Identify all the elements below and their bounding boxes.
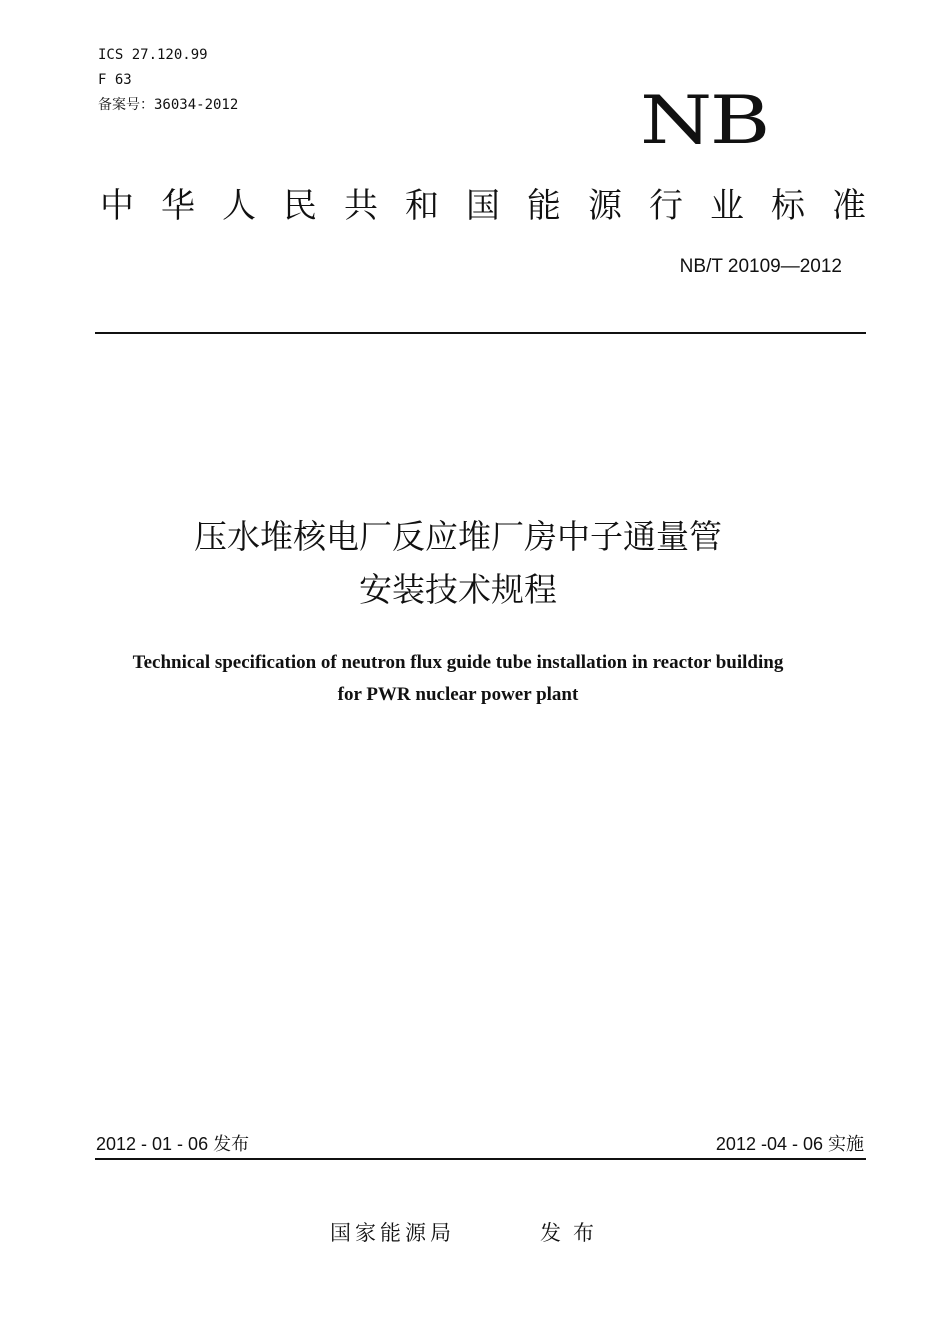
english-title-line-1: Technical specification of neutron flux guide tube installation in reactor building (132, 652, 784, 673)
chinese-title-line-1: 压水堆核电厂反应堆厂房中子通量管 (194, 517, 722, 556)
top-divider (95, 332, 866, 334)
bottom-divider (95, 1158, 866, 1160)
issue-date: 2012 - 01 - 06 发布 (96, 1134, 250, 1154)
publish-label: 发布 (540, 1221, 606, 1245)
record-number: 备案号：36034-2012 (98, 97, 239, 113)
nb-logo: NB (640, 82, 768, 159)
issuer-name: 国家能源局 (330, 1221, 455, 1245)
standard-number: NB/T 20109—2012 (679, 256, 842, 277)
implementation-date: 2012 -04 - 06 实施 (715, 1134, 864, 1154)
classification-code: F 63 (98, 72, 132, 88)
chinese-title-line-2: 安装技术规程 (359, 570, 557, 609)
ics-code: ICS 27.120.99 (98, 47, 208, 63)
english-title-line-2: for PWR nuclear power plant (337, 684, 579, 705)
standard-name: 中华人民共和国能源行业标准 (100, 186, 893, 226)
